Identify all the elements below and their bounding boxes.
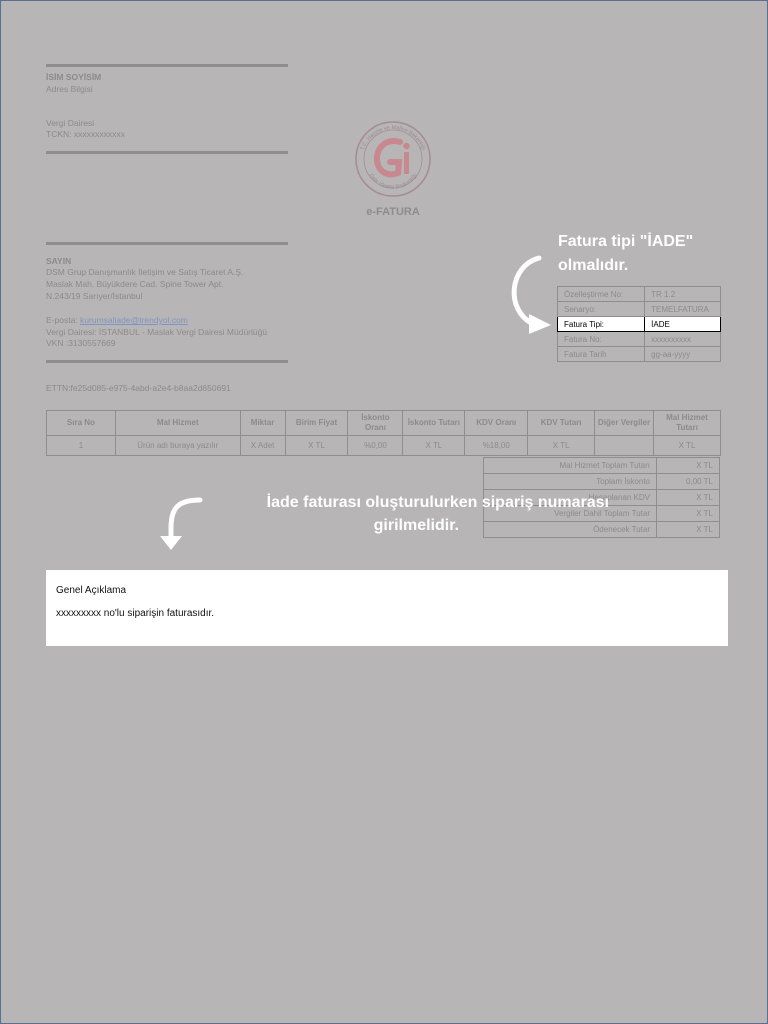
recipient-address-line1: Maslak Mah. Büyükdere Cad. Spine Tower Apt.: [46, 279, 224, 289]
invoice-info-table: [557, 286, 721, 362]
info-value: xxxxxxxxxx: [645, 332, 721, 347]
info-value: İADE: [645, 317, 721, 332]
info-row-invoice-type: [558, 317, 721, 332]
table-cell: X Adet: [240, 436, 285, 456]
type-note-line2: olmalıdır.: [558, 257, 629, 274]
table-cell: [595, 436, 654, 456]
separator-top: [46, 64, 288, 67]
recipient-tax-office: Vergi Dairesi: İSTANBUL - Maslak Vergi Dairesi Müdürlüğü: [46, 327, 268, 337]
table-cell: X TL: [403, 436, 465, 456]
table-cell: 1: [47, 436, 116, 456]
totals-label: Ödenecek Tutar: [484, 522, 657, 538]
header-cell: KDV Oranı: [465, 411, 528, 436]
logo-arc-bottom: Gelir İdaresi Başkanlığı: [367, 172, 419, 191]
info-row: [558, 347, 721, 362]
ettn: ETTN:fe25d085-e975-4abd-a2e4-b8aa2d650691: [46, 383, 231, 393]
totals-label: Toplam İskonto: [484, 474, 657, 490]
separator-recipient-bottom: [46, 360, 288, 363]
header-cell: Miktar: [240, 411, 285, 436]
info-row: [558, 302, 721, 317]
efatura-caption: e-FATURA: [366, 206, 420, 218]
info-label: Özelleştirme No:: [558, 287, 645, 302]
recipient-email-label: E-posta:: [46, 315, 78, 325]
totals-value: X TL: [657, 506, 720, 522]
header-cell: KDV Tutarı: [528, 411, 595, 436]
info-value: gg-aa-yyyy: [645, 347, 721, 362]
table-cell: X TL: [285, 436, 348, 456]
order-note-line1: İade faturası oluşturulurken sipariş numarası: [266, 494, 609, 511]
totals-row: [484, 474, 720, 490]
header-cell: Diğer Vergiler: [595, 411, 654, 436]
items-header-row: [47, 411, 721, 436]
info-label: Fatura Tipi:: [558, 317, 645, 332]
totals-label: Vergiler Dahil Toplam Tutar: [484, 506, 657, 522]
sender-name: İSİM SOYİSİM: [46, 72, 102, 82]
recipient-vkn: VKN :3130557669: [46, 338, 116, 348]
logo-arc-top: T.C. Hazine ve Maliye Bakanlığı: [359, 124, 427, 152]
type-note-line1: Fatura tipi "İADE": [558, 233, 694, 250]
header-cell: İskonto Oranı: [348, 411, 403, 436]
info-label: Fatura No:: [558, 332, 645, 347]
type-note: [558, 230, 693, 278]
totals-label: Hesaplanan KDV: [484, 490, 657, 506]
separator-recipient-top: [46, 242, 288, 245]
info-value: TR 1.2: [645, 287, 721, 302]
info-row: [558, 332, 721, 347]
separator-sender-bottom: [46, 151, 288, 154]
recipient-company: DSM Grup Danışmanlık İletişim ve Satış Ticaret A.Ş.: [46, 267, 244, 277]
order-note: [217, 491, 609, 537]
recipient-label: SAYIN: [46, 256, 72, 266]
header-cell: Mal Hizmet Tutarı: [654, 411, 721, 436]
sender-tckn: TCKN: xxxxxxxxxxxx: [46, 129, 125, 139]
table-row: [47, 436, 721, 456]
totals-value: X TL: [657, 490, 720, 506]
general-description-box: [46, 570, 728, 646]
totals-row: [484, 458, 720, 474]
info-label: Fatura Tarih: [558, 347, 645, 362]
description-body: xxxxxxxxx no'lu siparişin faturasıdır.: [56, 608, 215, 619]
info-value: TEMELFATURA: [645, 302, 721, 317]
table-cell: Ürün adı buraya yazılır: [115, 436, 240, 456]
table-cell: X TL: [654, 436, 721, 456]
header-cell: Mal Hizmet: [115, 411, 240, 436]
recipient-email-row: [46, 314, 188, 326]
recipient-email-link[interactable]: kurumsaliade@trendyol.com: [80, 315, 188, 325]
curved-arrow-icon: [503, 252, 559, 336]
totals-value: X TL: [657, 522, 720, 538]
header-cell: Birim Fiyat: [285, 411, 348, 436]
table-cell: X TL: [528, 436, 595, 456]
order-note-line2: girilmelidir.: [373, 517, 459, 534]
down-arrow-icon: [156, 494, 206, 552]
table-cell: %18,00: [465, 436, 528, 456]
sender-address: Adres Bilgisi: [46, 84, 93, 94]
header-cell: İskonto Tutarı: [403, 411, 465, 436]
items-table: [46, 410, 721, 456]
table-cell: %0,00: [348, 436, 403, 456]
totals-value: X TL: [657, 458, 720, 474]
totals-label: Mal Hizmet Toplam Tutarı: [484, 458, 657, 474]
info-row: [558, 287, 721, 302]
info-label: Senaryo:: [558, 302, 645, 317]
totals-value: 0,00 TL: [657, 474, 720, 490]
recipient-address-line2: N.243/19 Sarıyer/İstanbul: [46, 291, 143, 301]
header-cell: Sıra No: [47, 411, 116, 436]
gib-logo: [352, 120, 434, 198]
sender-tax-office: Vergi Dairesi: [46, 118, 95, 128]
description-title: Genel Açıklama: [56, 585, 127, 596]
